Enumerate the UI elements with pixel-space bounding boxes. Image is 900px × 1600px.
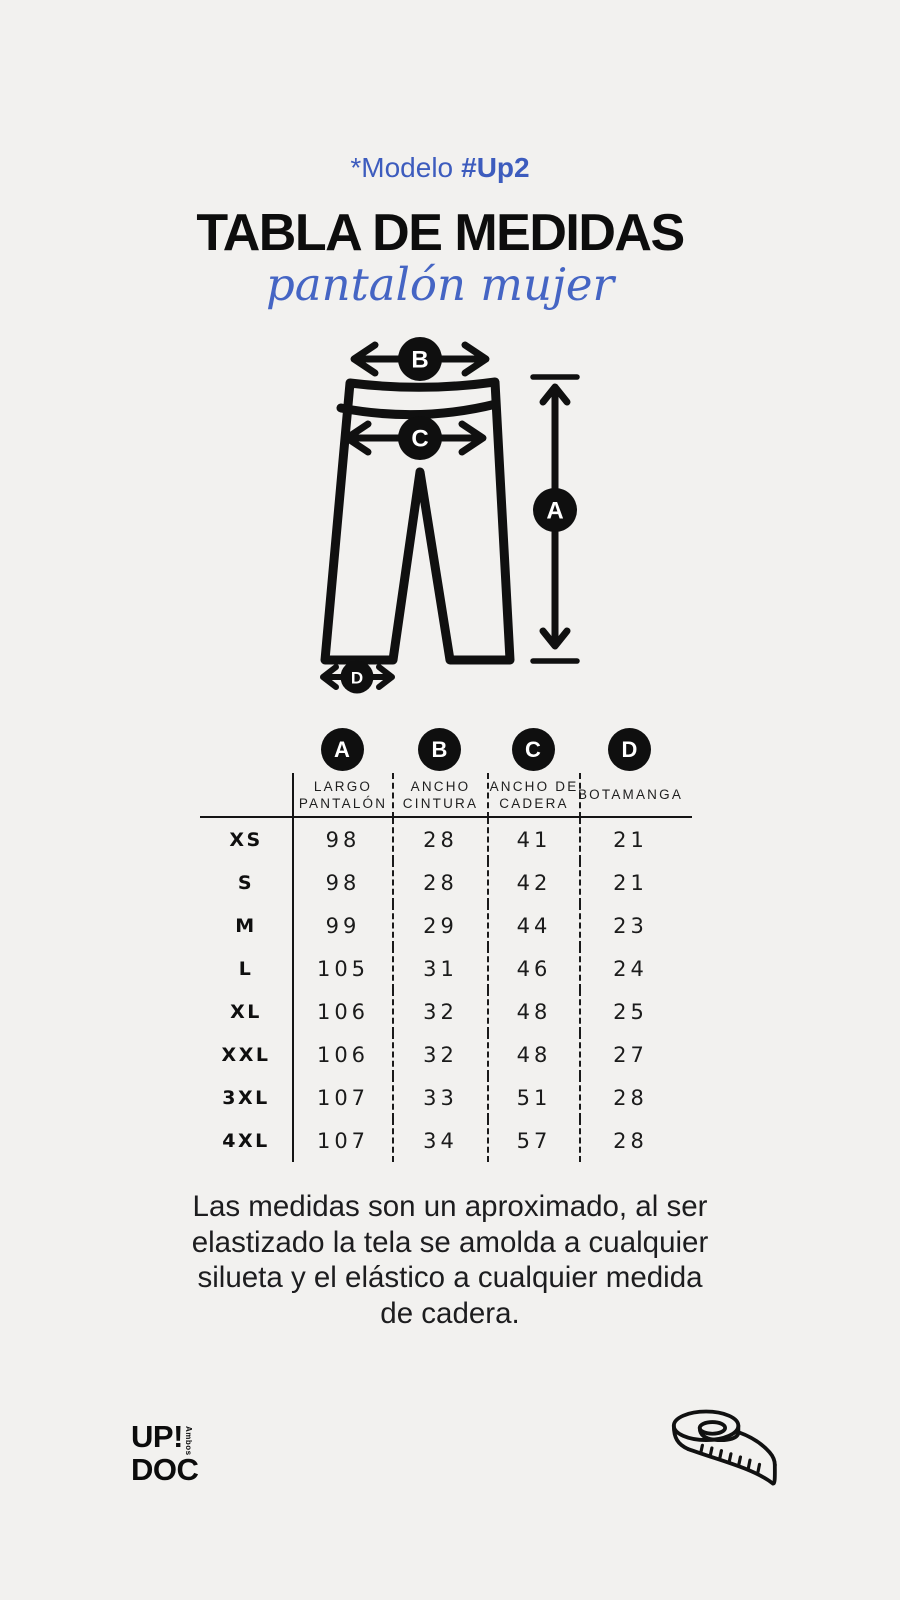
value-cell: 25 xyxy=(579,990,692,1033)
value-cell: 42 xyxy=(487,861,579,904)
page-title: TABLA DE MEDIDAS xyxy=(196,204,684,262)
column-badge-a: A xyxy=(321,728,364,771)
column-label-line: ANCHO xyxy=(410,778,471,794)
model-code: #Up2 xyxy=(461,152,530,183)
value-cell: 106 xyxy=(292,990,392,1033)
tape-tick-marks xyxy=(701,1445,760,1472)
column-label-largo-pantalon xyxy=(292,773,392,818)
diagram-markers xyxy=(341,337,578,694)
table-row xyxy=(200,947,692,990)
model-prefix: *Modelo xyxy=(350,152,454,183)
column-label-line: BOTAMANGA xyxy=(577,787,684,802)
column-badge-d: D xyxy=(608,728,651,771)
column-label-line: LARGO xyxy=(313,778,373,794)
value-cell: 98 xyxy=(292,818,392,861)
size-cell: M xyxy=(235,914,257,937)
marker-a-label: A xyxy=(546,497,564,525)
value-cell: 46 xyxy=(487,947,579,990)
value-cell: 33 xyxy=(392,1076,487,1119)
column-label-ancho-cintura xyxy=(392,773,487,818)
value-cell: 32 xyxy=(392,1033,487,1076)
value-cell: 105 xyxy=(292,947,392,990)
footnote-line: elastizado la tela se amolda a cualquier xyxy=(191,1225,709,1259)
value-cell: 34 xyxy=(392,1119,487,1162)
value-cell: 24 xyxy=(579,947,692,990)
table-row xyxy=(200,1076,692,1119)
value-cell: 99 xyxy=(292,904,392,947)
size-cell: L xyxy=(238,957,254,980)
value-cell: 48 xyxy=(487,990,579,1033)
size-cell: 4XL xyxy=(222,1129,270,1152)
column-label-line: CADERA xyxy=(499,795,569,811)
value-cell: 21 xyxy=(579,861,692,904)
value-cell: 107 xyxy=(292,1119,392,1162)
value-cell: 21 xyxy=(579,818,692,861)
footnote xyxy=(0,1189,900,1331)
logo-line-up: UP! xyxy=(131,1419,183,1454)
value-cell: 106 xyxy=(292,1033,392,1076)
pants-diagram xyxy=(290,330,590,700)
table-row xyxy=(200,990,692,1033)
size-table xyxy=(200,727,692,1162)
table-row xyxy=(200,904,692,947)
value-cell: 57 xyxy=(487,1119,579,1162)
size-cell: XS xyxy=(229,828,263,851)
table-row xyxy=(200,1119,692,1162)
value-cell: 107 xyxy=(292,1076,392,1119)
table-row xyxy=(200,1033,692,1076)
value-cell: 28 xyxy=(579,1119,692,1162)
value-cell: 31 xyxy=(392,947,487,990)
logo-line-doc: DOC xyxy=(131,1451,199,1487)
marker-d-label: D xyxy=(350,668,364,688)
column-badge-b: B xyxy=(418,728,461,771)
size-column-header xyxy=(200,773,292,818)
value-cell: 28 xyxy=(392,861,487,904)
table-row xyxy=(200,818,692,861)
footnote-line: silueta y el elástico a cualquier medida xyxy=(197,1261,703,1294)
value-cell: 29 xyxy=(392,904,487,947)
column-label-botamanga xyxy=(579,773,692,818)
table-row xyxy=(200,861,692,904)
value-cell: 23 xyxy=(579,904,692,947)
footnote-line: Las medidas son un aproximado, al ser xyxy=(192,1190,708,1223)
column-label-line: CINTURA xyxy=(402,795,479,811)
value-cell: 98 xyxy=(292,861,392,904)
column-badge-c: C xyxy=(512,728,555,771)
value-cell: 41 xyxy=(487,818,579,861)
table-header-labels xyxy=(200,773,692,818)
size-cell: 3XL xyxy=(222,1086,270,1109)
footnote-line: de cadera. xyxy=(380,1296,520,1330)
logo-vertical-text: Ambos xyxy=(183,1426,193,1456)
value-cell: 48 xyxy=(487,1033,579,1076)
column-label-line: PANTALÓN xyxy=(298,795,388,811)
value-cell: 28 xyxy=(392,818,487,861)
column-label-ancho-cadera xyxy=(487,773,579,818)
measuring-tape-icon xyxy=(668,1408,778,1488)
size-cell: S xyxy=(237,871,255,894)
marker-b-label: B xyxy=(411,346,429,374)
value-cell: 44 xyxy=(487,904,579,947)
size-cell: XL xyxy=(230,1000,262,1023)
value-cell: 28 xyxy=(579,1076,692,1119)
model-line xyxy=(0,152,880,184)
value-cell: 27 xyxy=(579,1033,692,1076)
column-label-line: ANCHO DE xyxy=(489,778,579,794)
value-cell: 32 xyxy=(392,990,487,1033)
updoc-logo xyxy=(131,1419,199,1487)
marker-c-label: C xyxy=(411,425,429,453)
table-header-badges xyxy=(200,727,692,773)
size-cell: XXL xyxy=(221,1043,271,1066)
value-cell: 51 xyxy=(487,1076,579,1119)
page-subtitle: pantalón mujer xyxy=(265,258,615,311)
